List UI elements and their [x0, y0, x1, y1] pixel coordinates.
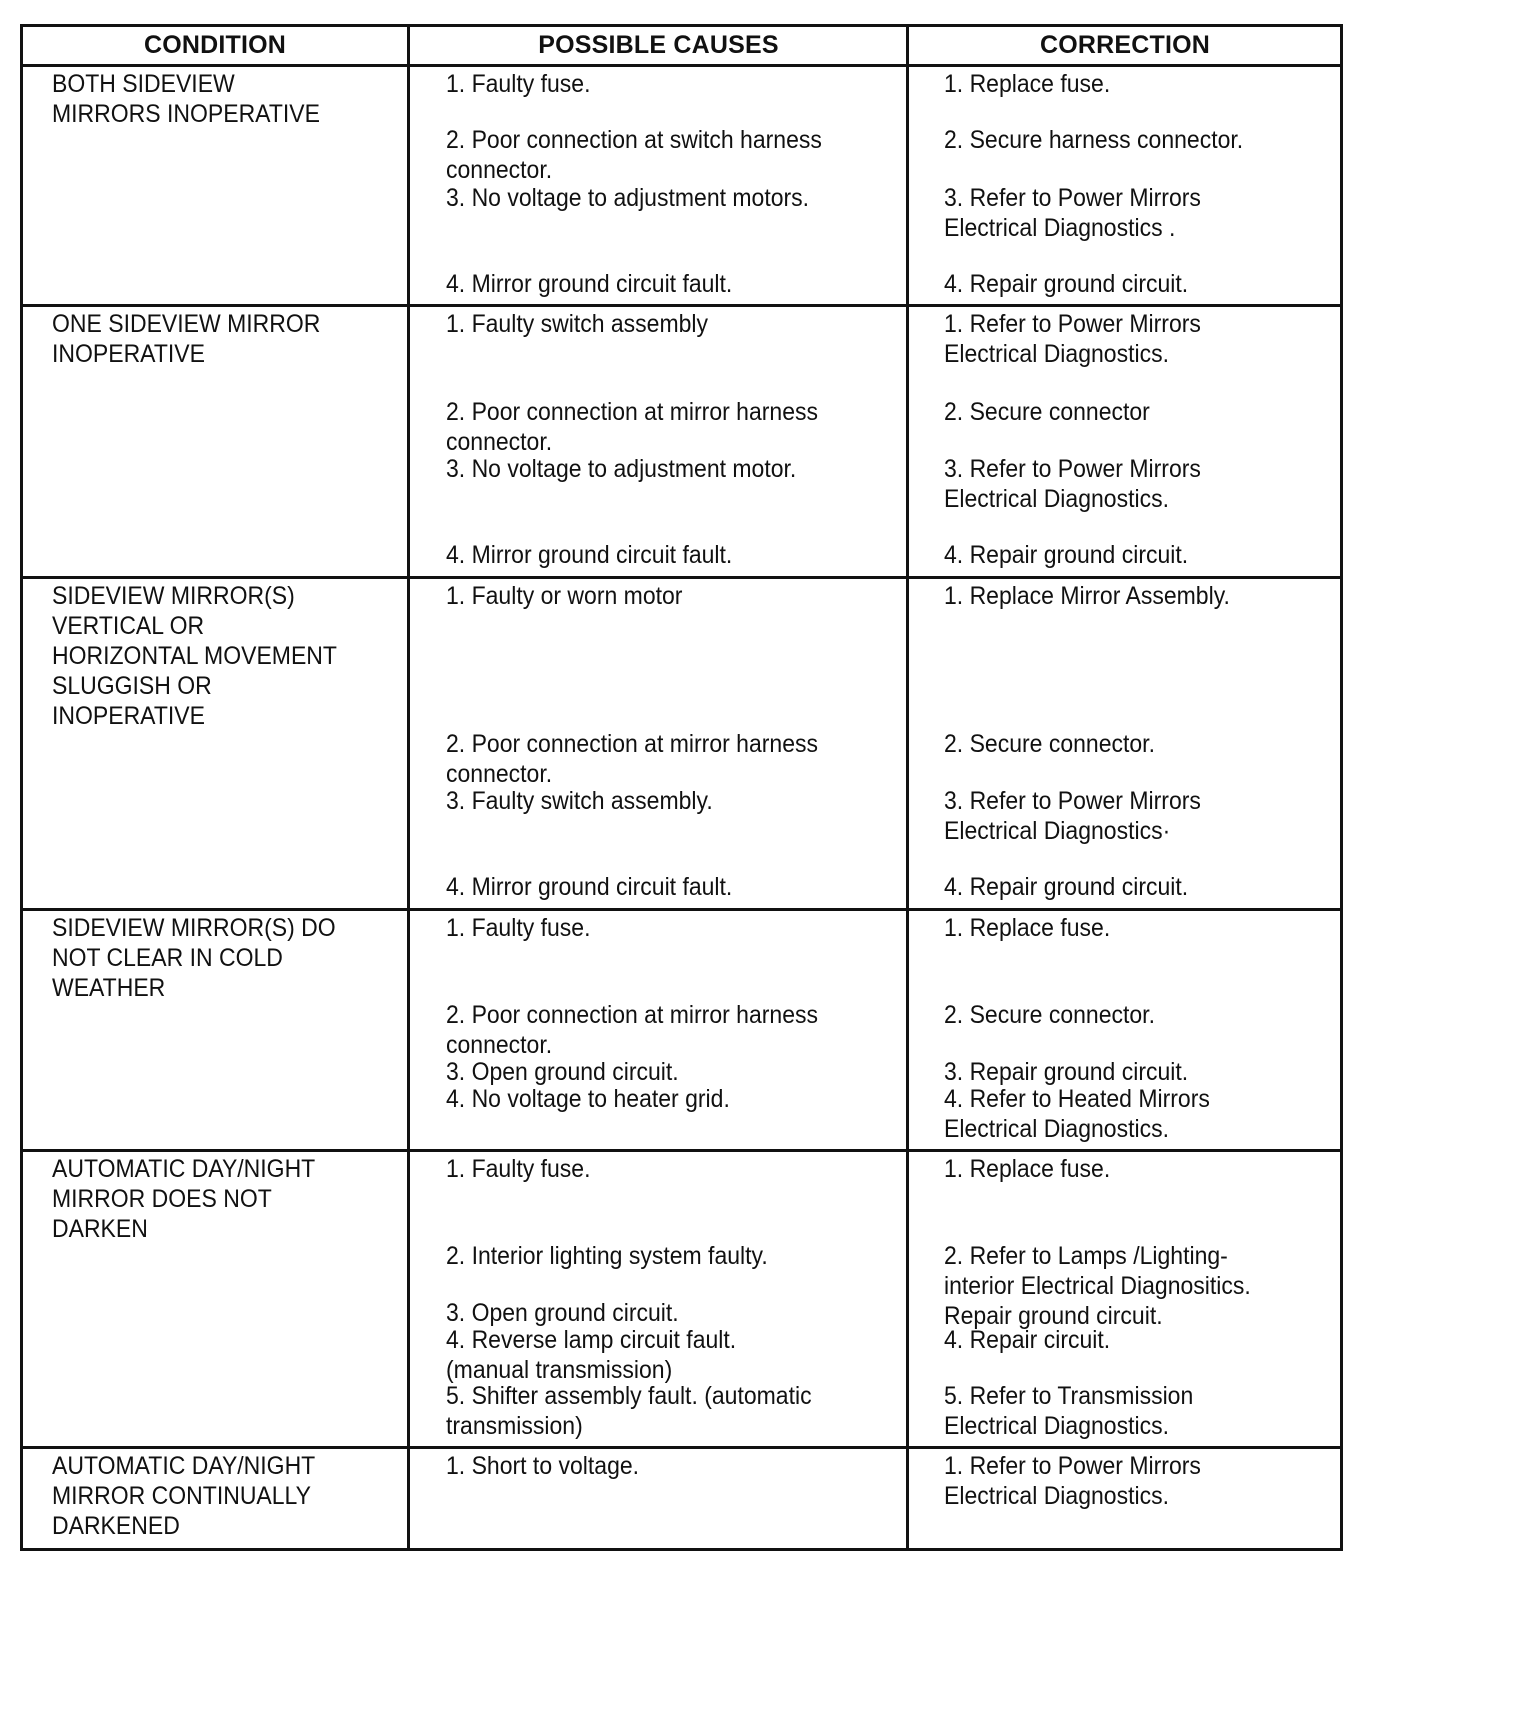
cause-item: 1. Faulty switch assembly — [446, 310, 709, 338]
table-border-right — [1340, 24, 1343, 1551]
correction-item: Electrical Diagnostics· — [944, 817, 1171, 845]
condition-text: AUTOMATIC DAY/NIGHT — [52, 1155, 316, 1183]
correction-item: 1. Replace fuse. — [944, 70, 1111, 98]
column-divider — [906, 24, 909, 1551]
correction-item: 3. Refer to Power Mirrors — [944, 184, 1201, 212]
correction-item: 2. Secure connector — [944, 398, 1150, 426]
cause-item: 1. Short to voltage. — [446, 1452, 640, 1480]
condition-text: SIDEVIEW MIRROR(S) DO — [52, 914, 336, 942]
cause-item: 2. Poor connection at mirror harness — [446, 730, 819, 758]
table-border-bottom — [22, 1548, 1343, 1551]
header-divider — [22, 64, 1343, 67]
cause-item: 4. Mirror ground circuit fault. — [446, 873, 733, 901]
condition-text: WEATHER — [52, 974, 166, 1002]
condition-text: SLUGGISH OR — [52, 672, 212, 700]
condition-text: ONE SIDEVIEW MIRROR — [52, 310, 321, 338]
condition-text: HORIZONTAL MOVEMENT — [52, 642, 337, 670]
cause-item: (manual transmission) — [446, 1356, 673, 1384]
cause-item: connector. — [446, 156, 553, 184]
header-condition: CONDITION — [143, 31, 287, 59]
correction-item: Electrical Diagnostics. — [944, 485, 1169, 513]
correction-item: 1. Replace fuse. — [944, 914, 1111, 942]
correction-item: interior Electrical Diagnositics. — [944, 1272, 1251, 1300]
cause-item: 2. Poor connection at mirror harness — [446, 1001, 819, 1029]
header-possible-causes: POSSIBLE CAUSES — [538, 31, 779, 59]
condition-text: SIDEVIEW MIRROR(S) — [52, 582, 295, 610]
condition-text: MIRROR CONTINUALLY — [52, 1482, 311, 1510]
condition-text: INOPERATIVE — [52, 340, 205, 368]
correction-item: 3. Repair ground circuit. — [944, 1058, 1189, 1086]
cause-item: 1. Faulty or worn motor — [446, 582, 683, 610]
cause-item: 3. No voltage to adjustment motor. — [446, 455, 797, 483]
cause-item: 3. Open ground circuit. — [446, 1299, 679, 1327]
correction-item: 2. Secure connector. — [944, 1001, 1155, 1029]
cause-item: 3. Faulty switch assembly. — [446, 787, 713, 815]
cause-item: 1. Faulty fuse. — [446, 1155, 591, 1183]
cause-item: 4. Reverse lamp circuit fault. — [446, 1326, 737, 1354]
correction-item: 4. Repair circuit. — [944, 1326, 1111, 1354]
condition-text: MIRROR DOES NOT — [52, 1185, 272, 1213]
condition-text: DARKEN — [52, 1215, 148, 1243]
correction-item: Electrical Diagnostics. — [944, 1482, 1169, 1510]
cause-item: connector. — [446, 760, 553, 788]
condition-text: DARKENED — [52, 1512, 180, 1540]
table-border-left — [20, 24, 23, 1551]
row-divider — [22, 1149, 1343, 1152]
correction-item: 1. Refer to Power Mirrors — [944, 1452, 1201, 1480]
cause-item: 5. Shifter assembly fault. (automatic — [446, 1382, 812, 1410]
cause-item: 2. Poor connection at mirror harness — [446, 398, 819, 426]
condition-text: AUTOMATIC DAY/NIGHT — [52, 1452, 316, 1480]
correction-item: 4. Repair ground circuit. — [944, 270, 1189, 298]
correction-item: 3. Refer to Power Mirrors — [944, 787, 1201, 815]
correction-item: 2. Secure harness connector. — [944, 126, 1244, 154]
cause-item: 4. No voltage to heater grid. — [446, 1085, 730, 1113]
correction-item: 1. Replace Mirror Assembly. — [944, 582, 1230, 610]
row-divider — [22, 304, 1343, 307]
condition-text: BOTH SIDEVIEW — [52, 70, 235, 98]
row-divider — [22, 908, 1343, 911]
correction-item: 1. Refer to Power Mirrors — [944, 310, 1201, 338]
correction-item: Repair ground circuit. — [944, 1302, 1163, 1330]
cause-item: 4. Mirror ground circuit fault. — [446, 541, 733, 569]
condition-text: NOT CLEAR IN COLD — [52, 944, 283, 972]
condition-text: MIRRORS INOPERATIVE — [52, 100, 320, 128]
header-correction: CORRECTION — [1039, 31, 1211, 59]
cause-item: 3. Open ground circuit. — [446, 1058, 679, 1086]
column-divider — [407, 24, 410, 1551]
cause-item: connector. — [446, 428, 553, 456]
cause-item: transmission) — [446, 1412, 583, 1440]
correction-item: 4. Refer to Heated Mirrors — [944, 1085, 1210, 1113]
correction-item: 3. Refer to Power Mirrors — [944, 455, 1201, 483]
correction-item: 2. Secure connector. — [944, 730, 1155, 758]
cause-item: connector. — [446, 1031, 553, 1059]
correction-item: Electrical Diagnostics. — [944, 1412, 1169, 1440]
correction-item: Electrical Diagnostics . — [944, 214, 1176, 242]
correction-item: 2. Refer to Lamps /Lighting- — [944, 1242, 1228, 1270]
cause-item: 4. Mirror ground circuit fault. — [446, 270, 733, 298]
condition-text: INOPERATIVE — [52, 702, 205, 730]
correction-item: 4. Repair ground circuit. — [944, 873, 1189, 901]
cause-item: 1. Faulty fuse. — [446, 914, 591, 942]
correction-item: Electrical Diagnostics. — [944, 1115, 1169, 1143]
cause-item: 2. Poor connection at switch harness — [446, 126, 822, 154]
row-divider — [22, 576, 1343, 579]
row-divider — [22, 1446, 1343, 1449]
cause-item: 3. No voltage to adjustment motors. — [446, 184, 810, 212]
cause-item: 1. Faulty fuse. — [446, 70, 591, 98]
correction-item: 5. Refer to Transmission — [944, 1382, 1194, 1410]
cause-item: 2. Interior lighting system faulty. — [446, 1242, 768, 1270]
correction-item: Electrical Diagnostics. — [944, 340, 1169, 368]
correction-item: 4. Repair ground circuit. — [944, 541, 1189, 569]
condition-text: VERTICAL OR — [52, 612, 205, 640]
correction-item: 1. Replace fuse. — [944, 1155, 1111, 1183]
